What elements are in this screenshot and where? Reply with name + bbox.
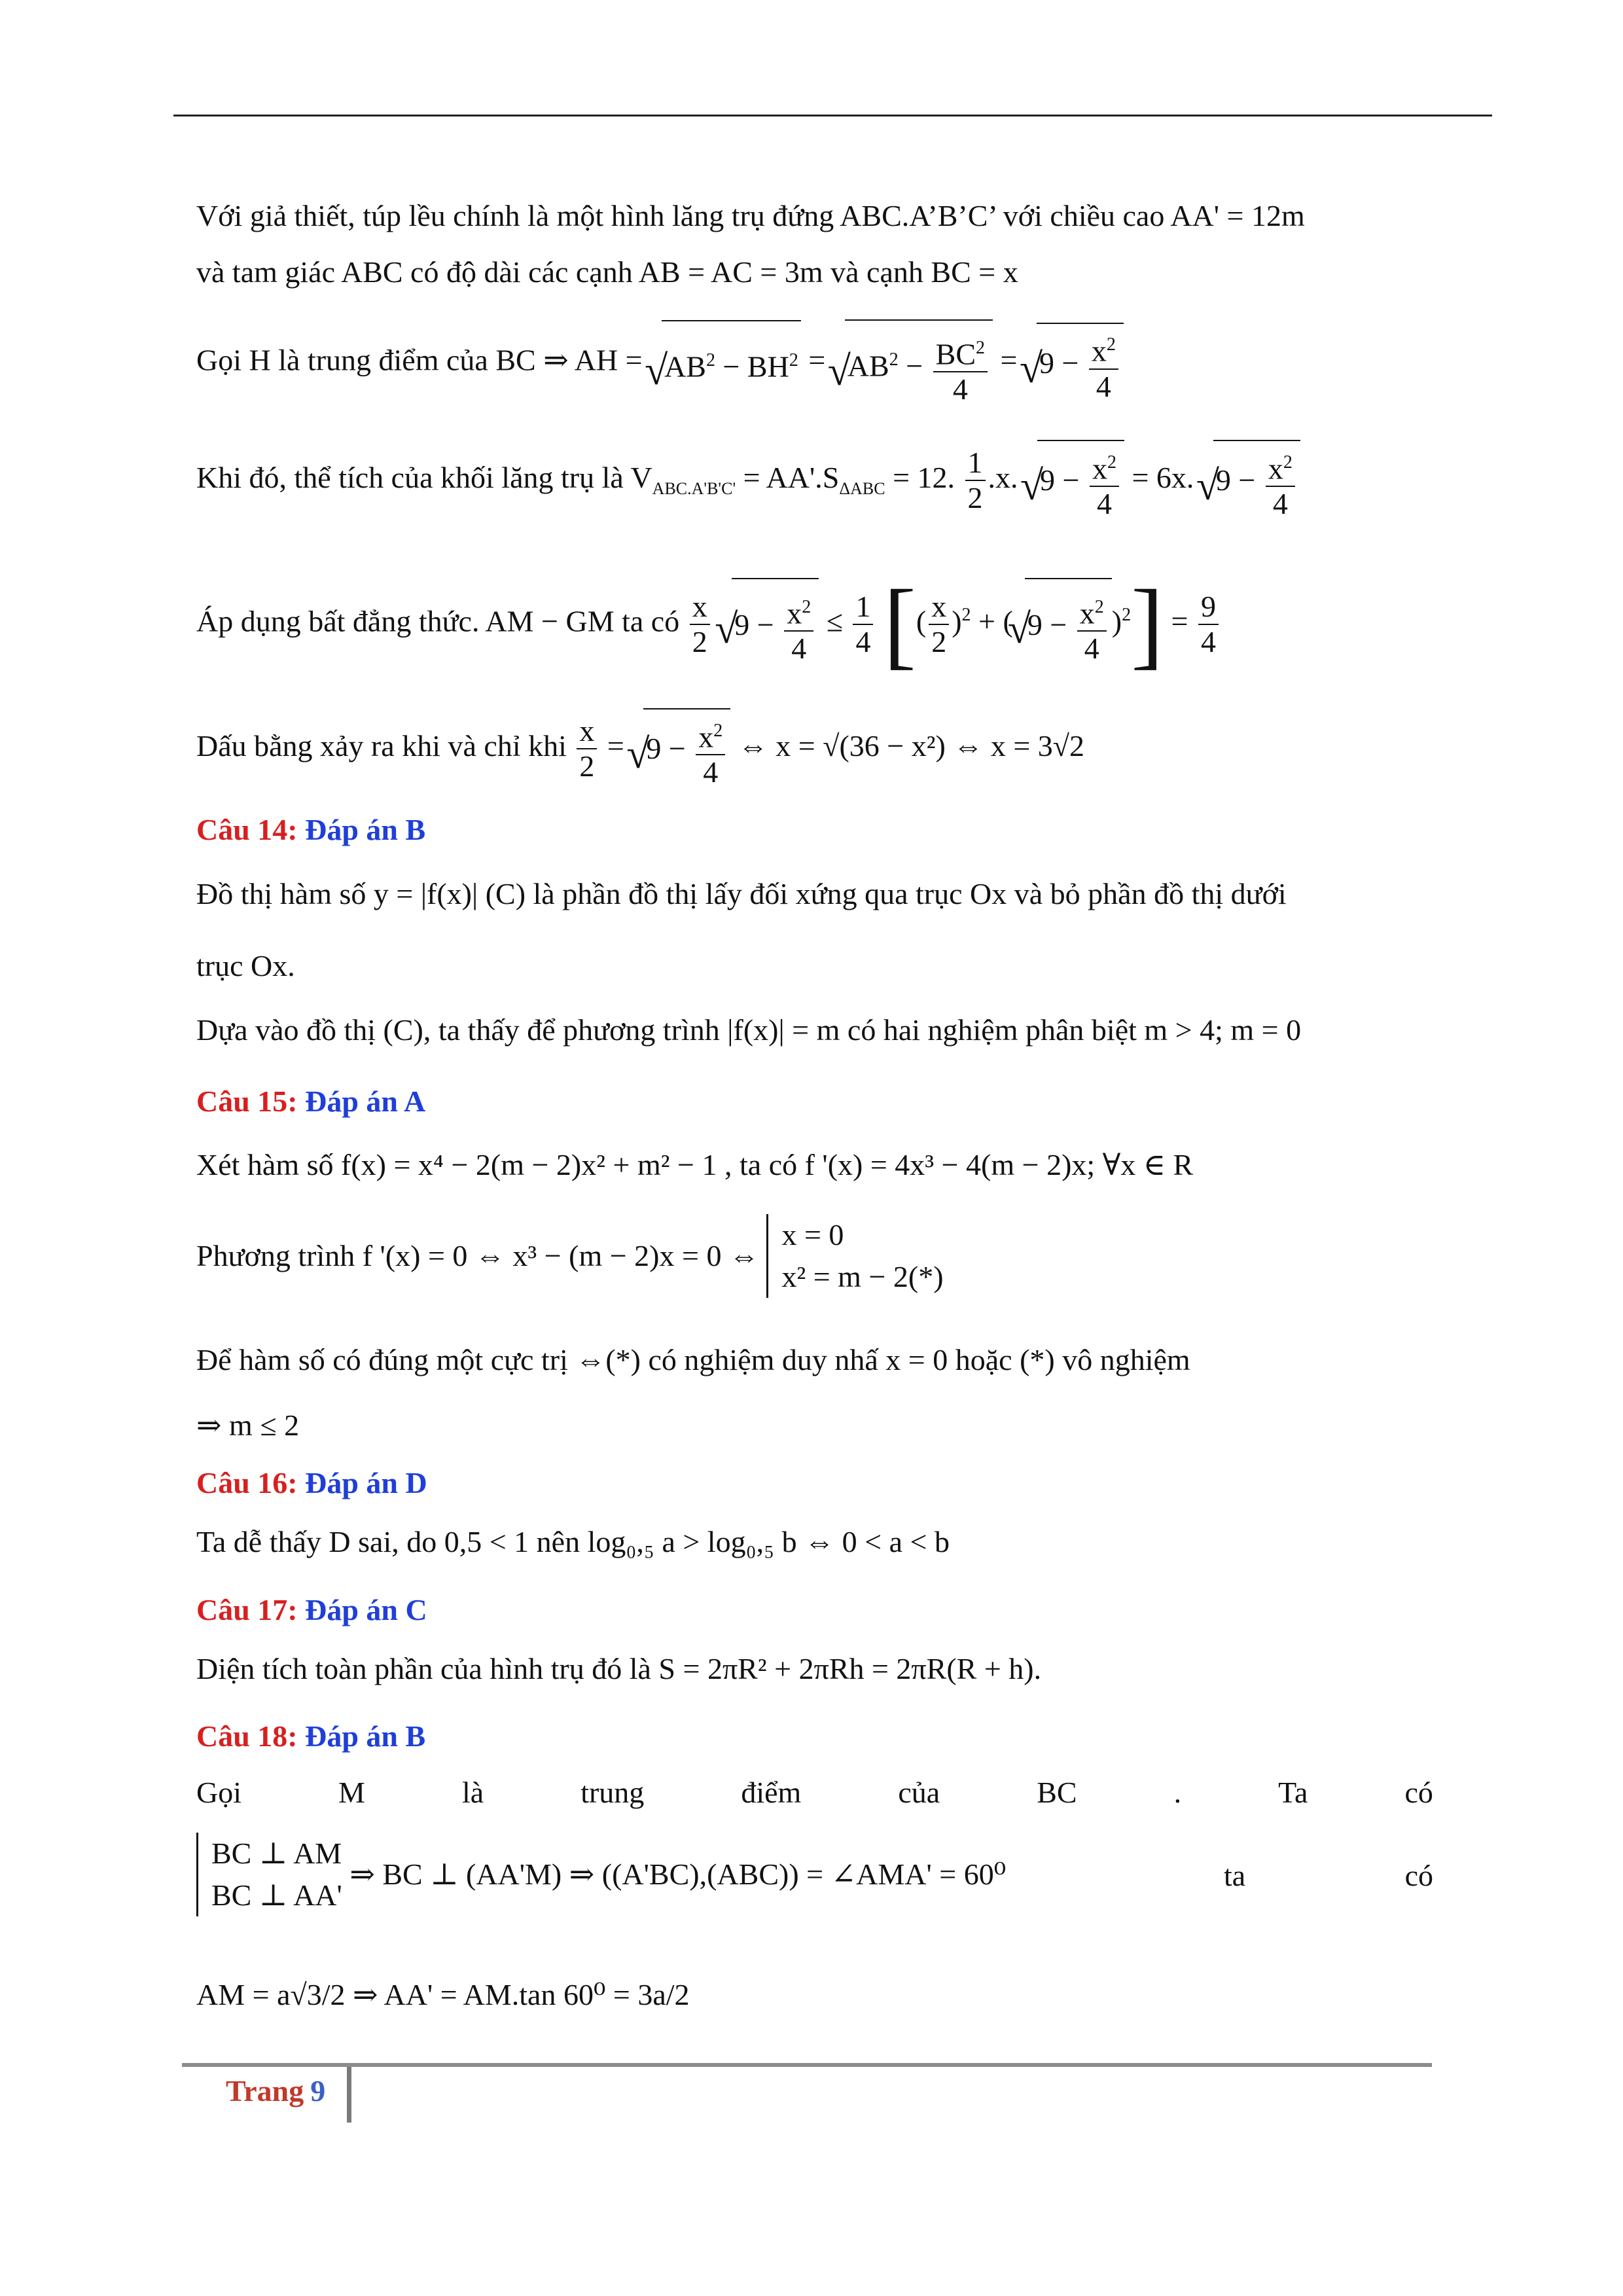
cau15-p1: Xét hàm số f(x) = x⁴ − 2(m − 2)x² + m² − 1 , ta có f '(x) = 4x³ − 4(m − 2)x; ∀x ∈ R xyxy=(196,1148,1194,1181)
text-line-1: Với giả thiết, túp lều chính là một hình lăng trụ đứng ABC.A’B’C’ với chiều cao AA' = 12m xyxy=(196,199,1305,232)
cau15-p3: Để hàm số có đúng một cực trị ⇔(*) có nghiệm duy nhấ x = 0 hoặc (*) vô nghiệm xyxy=(196,1343,1190,1376)
formula-amgm: Áp dụng bất đẳng thức. AM − GM ta có $\frac{x}{2}$ √ 9 − $\frac{x^2}{4}$ ≤ $\frac{1}{4}$ [( $\frac{x}{2}$ )$^2$ + (√ 9 − $\frac{x^2}{4}$ )$^2$] = $\frac{9}{4}$ xyxy=(196,569,1221,671)
cau18-spread-line xyxy=(196,1775,1433,1810)
text-line-2: và tam giác ABC có độ dài các cạnh AB = AC = 3m và cạnh BC = x xyxy=(196,255,1018,289)
cau14-p2: trục Ox. xyxy=(196,949,295,982)
amgm-prefix: Áp dụng bất đẳng thức. AM − GM ta có xyxy=(196,604,687,638)
heading-cau-16 xyxy=(196,1465,427,1501)
page-number-value: 9 xyxy=(310,2074,326,2108)
cau18-word: của xyxy=(898,1776,940,1809)
equality-post: ⇔ x = √(36 − x²) ⇔ x = 3√2 xyxy=(738,729,1085,762)
volume-post: = 12. xyxy=(885,461,955,494)
heading-cau-15-label: Câu 15: xyxy=(196,1085,306,1118)
footer-bar xyxy=(347,2067,351,2123)
cau18-word: M xyxy=(338,1776,365,1809)
cau15-p2-prefix: Phương trình f '(x) = 0 ⇔ x³ − (m − 2)x = 0 ⇔ xyxy=(196,1239,759,1272)
cau18-word: . xyxy=(1173,1776,1182,1809)
cau15-case-2: x² = m − 2(*) xyxy=(781,1260,944,1293)
sqrt-9-x2-4: √ 9 − $\frac{x^2}{4}$ xyxy=(1037,323,1124,404)
footer-rule xyxy=(182,2063,1432,2067)
cau15-p4: ⇒ m ≤ 2 xyxy=(196,1408,300,1442)
cau18-word: BC xyxy=(1037,1776,1077,1809)
heading-cau-18-label: Câu 18: xyxy=(196,1719,306,1753)
volume-mid: = AA'.S xyxy=(736,461,840,494)
cau18-sys-post: ⇒ BC ⊥ (AA'M) ⇒ ((A'BC),(ABC)) = ∠AMA' = 60⁰ xyxy=(349,1857,1007,1891)
sqrt-ab-bh: √ $AB^2 - BH^2$ xyxy=(662,320,801,406)
formula-ah: Gọi H là trung điểm của BC ⇒ AH = √ $AB^2 - BH^2$ = √ $AB^2$ − $\frac{BC^2}{4}$ = √ 9 − $\frac{x^2}{4}$ xyxy=(196,319,1124,406)
cau18-last: AM = a√3/2 ⇒ AA' = AM.tan 60⁰ = 3a/2 xyxy=(196,1978,690,2011)
cau17-p1: Diện tích toàn phần của hình trụ đó là S = 2πR² + 2πRh = 2πR(R + h). xyxy=(196,1652,1042,1685)
heading-cau-14 xyxy=(196,812,425,848)
cau18-sys-1: BC ⊥ AM xyxy=(211,1837,342,1870)
formula-equality: Dấu bằng xảy ra khi và chỉ khi $\frac{x}{2}$ = √ 9 − $\frac{x^2}{4}$ ⇔ x = √(36 − x²) ⇔ x = 3√2 xyxy=(196,707,1084,789)
equality-prefix: Dấu bằng xảy ra khi và chỉ khi xyxy=(196,729,575,762)
cau16-p1: Ta dễ thấy D sai, do 0,5 < 1 nên log₀,₅ a > log₀,₅ b ⇔ 0 < a < b xyxy=(196,1525,950,1558)
cau18-word: là xyxy=(461,1776,484,1809)
volume-sub-prism: ABC.A'B'C' xyxy=(652,479,736,499)
sqrt-ab-bc4: √ $AB^2$ − $\frac{BC^2}{4}$ xyxy=(845,319,993,406)
cau18-word: điểm xyxy=(741,1776,802,1809)
volume-prefix: Khi đó, thể tích của khối lăng trụ là V xyxy=(196,461,652,494)
page-label: Trang xyxy=(226,2074,304,2108)
cau15-p2 xyxy=(196,1214,944,1298)
heading-cau-14-label: Câu 14: xyxy=(196,813,306,846)
cau15-case-1: x = 0 xyxy=(781,1218,844,1251)
formula-volume: Khi đó, thể tích của khối lăng trụ là $V_{ABC.A'B'C'} = AA'.S_{\Delta ABC} = 12$. $\frac{1}{2}$ .x. √ 9 − $\frac{x^2}{4}$ = 6x. √ 9 − $\frac{x^2}{4}$ xyxy=(196,439,1300,528)
heading-cau-16-label: Câu 16: xyxy=(196,1466,306,1499)
heading-cau-14-answer: Đáp án B xyxy=(305,813,426,846)
heading-cau-17 xyxy=(196,1592,427,1628)
heading-cau-17-answer: Đáp án C xyxy=(305,1593,427,1626)
cau14-p3: Dựa vào đồ thị (C), ta thấy để phương trình |f(x)| = m có hai nghiệm phân biệt m > 4; m = 0 xyxy=(196,1013,1302,1047)
cau18-ta: ta xyxy=(1224,1859,1246,1892)
volume-sub-triangle: ΔABC xyxy=(839,479,885,499)
cau18-system xyxy=(196,1833,342,1916)
heading-cau-16-answer: Đáp án D xyxy=(305,1466,427,1499)
heading-cau-18 xyxy=(196,1718,425,1755)
formula-ah-prefix: Gọi H là trung điểm của BC ⇒ AH = xyxy=(196,343,651,377)
cau18-system-line xyxy=(196,1833,1433,1916)
heading-cau-17-label: Câu 17: xyxy=(196,1593,306,1626)
heading-cau-18-answer: Đáp án B xyxy=(305,1719,426,1753)
cau18-word: trung xyxy=(580,1776,645,1809)
heading-cau-15 xyxy=(196,1083,425,1120)
cau18-sys-2: BC ⊥ AA' xyxy=(211,1878,342,1912)
cau18-co: có xyxy=(1404,1859,1433,1892)
cau18-word: Ta xyxy=(1278,1776,1308,1809)
page-number xyxy=(226,2073,325,2108)
cau18-word: Gọi xyxy=(196,1776,241,1809)
heading-cau-15-answer: Đáp án A xyxy=(305,1085,426,1118)
cau14-p1: Đồ thị hàm số y = |f(x)| (C) là phần đồ thị lấy đối xứng qua trục Ox và bỏ phần đồ thị dưới xyxy=(196,877,1287,910)
cau15-cases xyxy=(766,1214,943,1298)
cau18-word: có xyxy=(1404,1776,1433,1809)
header-rule xyxy=(173,115,1492,117)
